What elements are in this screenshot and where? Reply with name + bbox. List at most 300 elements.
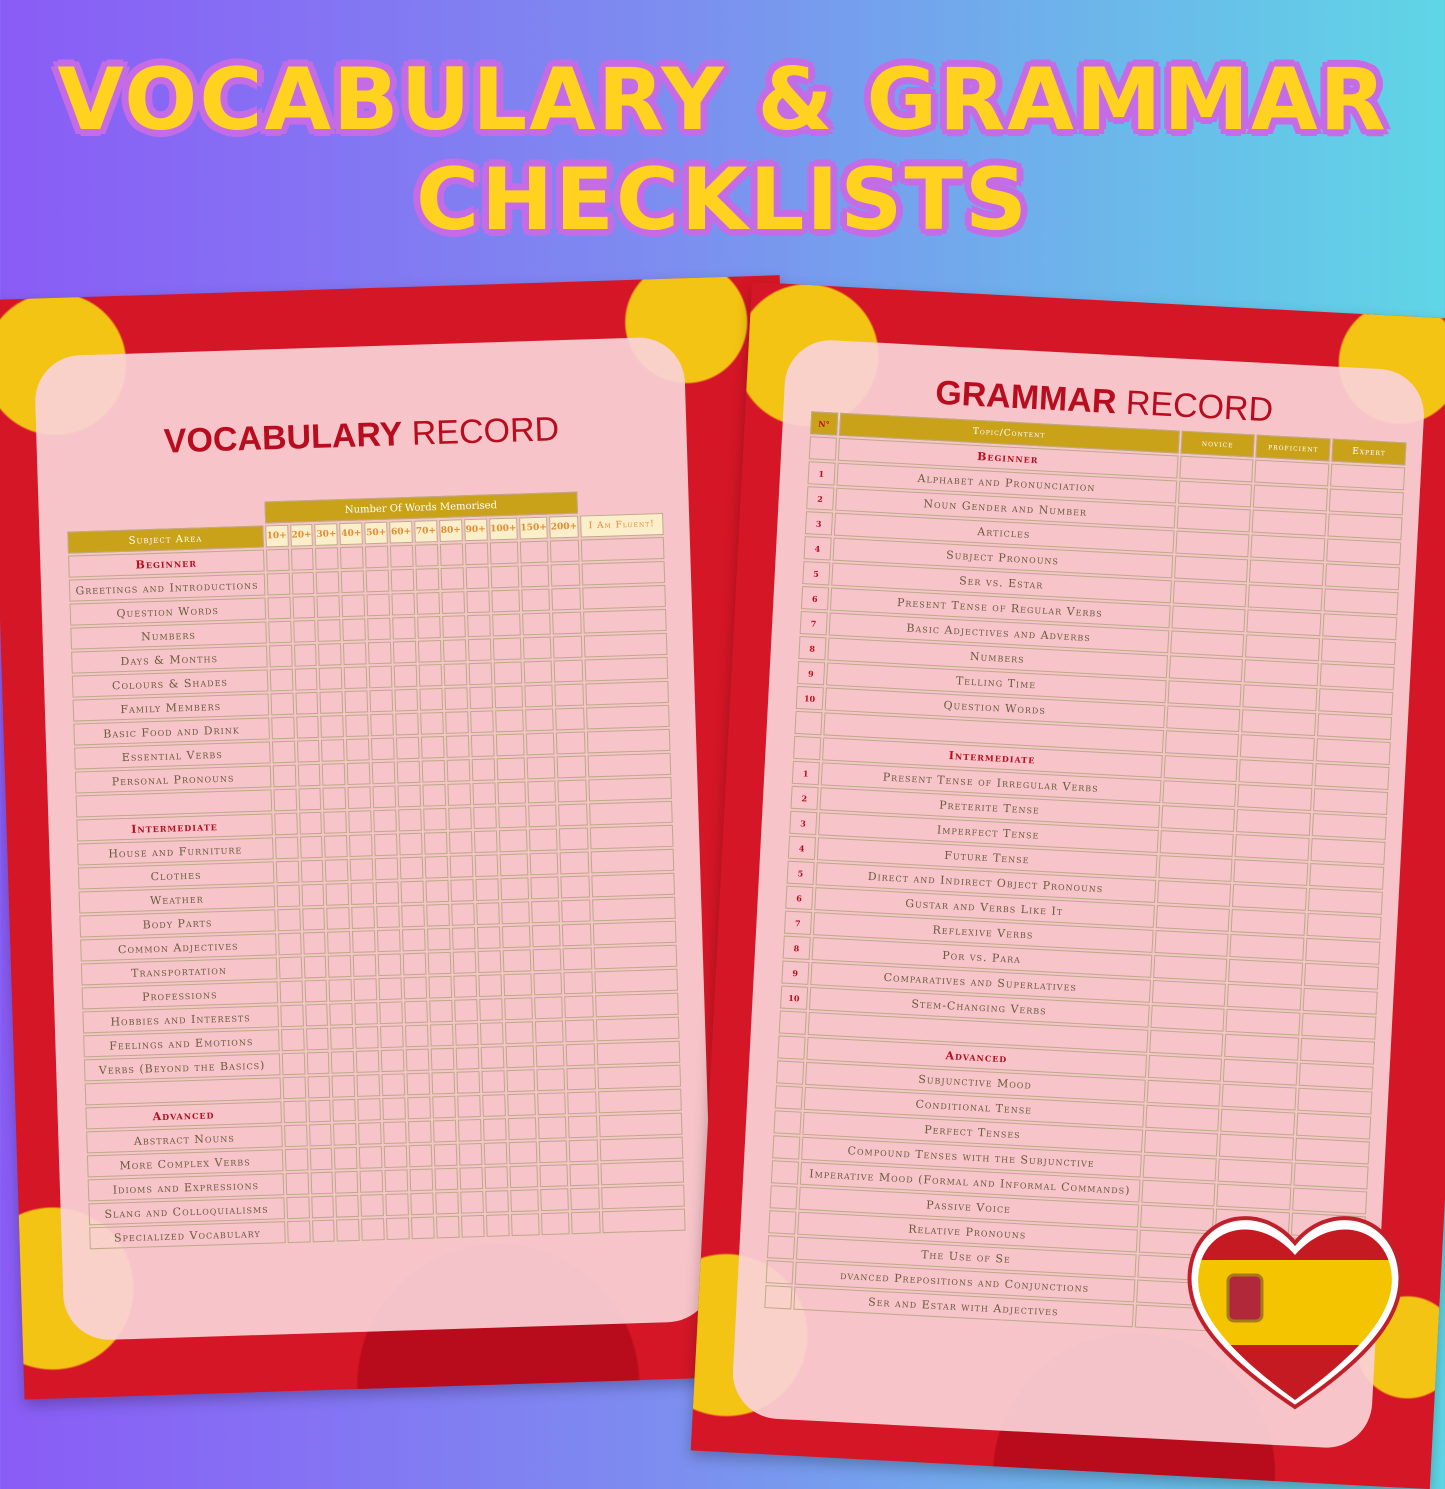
grammar-level-box[interactable] (1329, 489, 1404, 516)
vocab-checkbox[interactable] (444, 663, 468, 686)
vocab-checkbox[interactable] (520, 541, 549, 564)
vocab-checkbox[interactable] (559, 827, 588, 850)
vocab-checkbox[interactable] (571, 1187, 600, 1210)
vocab-checkbox[interactable] (308, 1100, 332, 1123)
vocab-checkbox[interactable] (404, 1001, 428, 1024)
vocab-checkbox[interactable] (376, 881, 400, 904)
vocab-checkbox[interactable] (324, 835, 348, 858)
vocab-checkbox[interactable] (349, 834, 373, 857)
vocab-checkbox[interactable] (496, 733, 525, 756)
vocab-checkbox[interactable] (309, 1124, 333, 1147)
vocab-fluent-box[interactable] (587, 753, 671, 778)
vocab-checkbox[interactable] (345, 690, 369, 713)
grammar-level-box[interactable] (1161, 805, 1236, 832)
vocab-checkbox[interactable] (394, 665, 418, 688)
vocab-checkbox[interactable] (523, 637, 552, 660)
vocab-checkbox[interactable] (433, 1120, 457, 1143)
vocab-checkbox[interactable] (396, 737, 420, 760)
vocab-checkbox[interactable] (476, 902, 500, 925)
grammar-level-box[interactable] (1163, 755, 1238, 782)
grammar-level-box[interactable] (1328, 514, 1403, 541)
vocab-checkbox[interactable] (369, 666, 393, 689)
vocab-checkbox[interactable] (495, 709, 524, 732)
vocab-checkbox[interactable] (401, 881, 425, 904)
vocab-checkbox[interactable] (478, 974, 502, 997)
vocab-checkbox[interactable] (466, 590, 490, 613)
vocab-checkbox[interactable] (272, 741, 296, 764)
vocab-checkbox[interactable] (373, 785, 397, 808)
vocab-checkbox[interactable] (554, 660, 583, 683)
vocab-fluent-box[interactable] (592, 897, 676, 922)
vocab-fluent-box[interactable] (599, 1137, 683, 1162)
grammar-level-box[interactable] (1228, 959, 1303, 986)
vocab-checkbox[interactable] (297, 740, 321, 763)
vocab-checkbox[interactable] (537, 1092, 566, 1115)
vocab-checkbox[interactable] (424, 832, 448, 855)
vocab-checkbox[interactable] (267, 597, 291, 620)
vocab-checkbox[interactable] (530, 876, 559, 899)
grammar-level-box[interactable] (1309, 863, 1384, 890)
vocab-checkbox[interactable] (367, 618, 391, 641)
vocab-checkbox[interactable] (291, 548, 315, 571)
vocab-fluent-box[interactable] (597, 1065, 681, 1090)
grammar-level-box[interactable] (1316, 738, 1391, 765)
vocab-checkbox[interactable] (539, 1140, 568, 1163)
vocab-checkbox[interactable] (390, 545, 414, 568)
vocab-checkbox[interactable] (353, 954, 377, 977)
vocab-checkbox[interactable] (279, 981, 303, 1004)
vocab-fluent-box[interactable] (591, 873, 675, 898)
vocab-checkbox[interactable] (419, 688, 443, 711)
vocab-checkbox[interactable] (348, 786, 372, 809)
vocab-checkbox[interactable] (287, 1220, 311, 1243)
vocab-checkbox[interactable] (270, 693, 294, 716)
vocab-checkbox[interactable] (550, 540, 579, 563)
vocab-checkbox[interactable] (374, 833, 398, 856)
grammar-level-box[interactable] (1305, 938, 1380, 965)
grammar-level-box[interactable] (1244, 659, 1319, 686)
vocab-checkbox[interactable] (298, 788, 322, 811)
grammar-level-box[interactable] (1222, 1084, 1297, 1111)
vocab-checkbox[interactable] (472, 782, 496, 805)
vocab-checkbox[interactable] (334, 1147, 358, 1170)
vocab-checkbox[interactable] (569, 1139, 598, 1162)
vocab-checkbox[interactable] (398, 785, 422, 808)
vocab-checkbox[interactable] (555, 684, 584, 707)
vocab-checkbox[interactable] (480, 1022, 504, 1045)
grammar-level-box[interactable] (1299, 1063, 1374, 1090)
vocab-checkbox[interactable] (508, 1117, 537, 1140)
vocab-checkbox[interactable] (540, 1188, 569, 1211)
grammar-level-box[interactable] (1148, 1055, 1223, 1082)
vocab-checkbox[interactable] (507, 1093, 536, 1116)
vocab-checkbox[interactable] (443, 639, 467, 662)
vocab-checkbox[interactable] (493, 637, 522, 660)
vocab-checkbox[interactable] (496, 757, 525, 780)
vocab-checkbox[interactable] (479, 998, 503, 1021)
vocab-checkbox[interactable] (501, 901, 530, 924)
vocab-checkbox[interactable] (337, 1219, 361, 1242)
vocab-checkbox[interactable] (320, 691, 344, 714)
vocab-checkbox[interactable] (468, 638, 492, 661)
grammar-level-box[interactable] (1158, 855, 1233, 882)
vocab-checkbox[interactable] (499, 829, 528, 852)
vocab-checkbox[interactable] (346, 738, 370, 761)
vocab-fluent-box[interactable] (589, 801, 673, 826)
vocab-checkbox[interactable] (393, 641, 417, 664)
vocab-checkbox[interactable] (273, 789, 297, 812)
vocab-checkbox[interactable] (497, 781, 526, 804)
vocab-checkbox[interactable] (358, 1098, 382, 1121)
vocab-checkbox[interactable] (486, 1214, 510, 1237)
vocab-checkbox[interactable] (483, 1118, 507, 1141)
vocab-checkbox[interactable] (568, 1115, 597, 1138)
grammar-level-box[interactable] (1296, 1113, 1371, 1140)
vocab-checkbox[interactable] (408, 1121, 432, 1144)
vocab-checkbox[interactable] (284, 1124, 308, 1147)
vocab-checkbox[interactable] (521, 565, 550, 588)
grammar-level-box[interactable] (1246, 634, 1321, 661)
vocab-checkbox[interactable] (429, 976, 453, 999)
vocab-checkbox[interactable] (293, 620, 317, 643)
vocab-checkbox[interactable] (423, 808, 447, 831)
vocab-checkbox[interactable] (428, 952, 452, 975)
vocab-checkbox[interactable] (406, 1049, 430, 1072)
vocab-checkbox[interactable] (402, 929, 426, 952)
vocab-checkbox[interactable] (400, 857, 424, 880)
vocab-checkbox[interactable] (377, 929, 401, 952)
vocab-checkbox[interactable] (500, 877, 529, 900)
vocab-checkbox[interactable] (533, 948, 562, 971)
vocab-checkbox[interactable] (446, 735, 470, 758)
vocab-fluent-box[interactable] (599, 1113, 683, 1138)
grammar-level-box[interactable] (1231, 909, 1306, 936)
vocab-checkbox[interactable] (442, 615, 466, 638)
vocab-fluent-box[interactable] (594, 969, 678, 994)
vocab-fluent-box[interactable] (596, 1017, 680, 1042)
vocab-checkbox[interactable] (508, 1141, 537, 1164)
vocab-checkbox[interactable] (528, 804, 557, 827)
vocab-checkbox[interactable] (410, 1169, 434, 1192)
vocab-checkbox[interactable] (370, 714, 394, 737)
vocab-checkbox[interactable] (485, 1190, 509, 1213)
vocab-checkbox[interactable] (326, 883, 350, 906)
vocab-checkbox[interactable] (360, 1170, 384, 1193)
vocab-checkbox[interactable] (392, 593, 416, 616)
grammar-level-box[interactable] (1252, 510, 1327, 537)
vocab-checkbox[interactable] (367, 594, 391, 617)
vocab-checkbox[interactable] (315, 547, 339, 570)
vocab-checkbox[interactable] (266, 573, 290, 596)
vocab-checkbox[interactable] (380, 1025, 404, 1048)
vocab-checkbox[interactable] (300, 860, 324, 883)
vocab-checkbox[interactable] (522, 613, 551, 636)
grammar-level-box[interactable] (1234, 859, 1309, 886)
vocab-checkbox[interactable] (340, 546, 364, 569)
grammar-level-box[interactable] (1218, 1159, 1293, 1186)
vocab-checkbox[interactable] (303, 932, 327, 955)
vocab-checkbox[interactable] (341, 570, 365, 593)
vocab-checkbox[interactable] (418, 640, 442, 663)
vocab-fluent-box[interactable] (602, 1209, 686, 1234)
vocab-checkbox[interactable] (556, 732, 585, 755)
vocab-checkbox[interactable] (506, 1069, 535, 1092)
vocab-checkbox[interactable] (417, 616, 441, 639)
vocab-checkbox[interactable] (410, 1193, 434, 1216)
grammar-level-box[interactable] (1320, 663, 1395, 690)
vocab-checkbox[interactable] (509, 1165, 538, 1188)
grammar-level-box[interactable] (1152, 980, 1227, 1007)
vocab-checkbox[interactable] (571, 1211, 600, 1234)
vocab-checkbox[interactable] (379, 977, 403, 1000)
vocab-checkbox[interactable] (533, 972, 562, 995)
vocab-checkbox[interactable] (391, 569, 415, 592)
grammar-level-box[interactable] (1253, 485, 1328, 512)
vocab-fluent-box[interactable] (590, 849, 674, 874)
grammar-level-box[interactable] (1321, 638, 1396, 665)
grammar-level-box[interactable] (1232, 884, 1307, 911)
vocab-checkbox[interactable] (562, 923, 591, 946)
vocab-checkbox[interactable] (538, 1116, 567, 1139)
grammar-level-box[interactable] (1251, 535, 1326, 562)
grammar-level-box[interactable] (1157, 880, 1232, 907)
vocab-checkbox[interactable] (286, 1196, 310, 1219)
vocab-checkbox[interactable] (553, 636, 582, 659)
vocab-fluent-box[interactable] (601, 1185, 685, 1210)
vocab-checkbox[interactable] (274, 813, 298, 836)
grammar-level-box[interactable] (1167, 680, 1242, 707)
vocab-checkbox[interactable] (527, 756, 556, 779)
grammar-level-box[interactable] (1219, 1134, 1294, 1161)
vocab-checkbox[interactable] (568, 1091, 597, 1114)
vocab-checkbox[interactable] (365, 546, 389, 569)
vocab-checkbox[interactable] (316, 571, 340, 594)
vocab-checkbox[interactable] (419, 664, 443, 687)
vocab-checkbox[interactable] (354, 978, 378, 1001)
grammar-level-box[interactable] (1248, 584, 1323, 611)
vocab-checkbox[interactable] (292, 596, 316, 619)
vocab-checkbox[interactable] (563, 947, 592, 970)
vocab-fluent-box[interactable] (593, 921, 677, 946)
vocab-checkbox[interactable] (405, 1025, 429, 1048)
vocab-checkbox[interactable] (524, 685, 553, 708)
vocab-checkbox[interactable] (493, 661, 522, 684)
vocab-checkbox[interactable] (323, 787, 347, 810)
vocab-checkbox[interactable] (467, 614, 491, 637)
grammar-level-box[interactable] (1149, 1030, 1224, 1057)
vocab-checkbox[interactable] (570, 1163, 599, 1186)
vocab-checkbox[interactable] (376, 905, 400, 928)
vocab-checkbox[interactable] (297, 764, 321, 787)
vocab-checkbox[interactable] (301, 884, 325, 907)
vocab-checkbox[interactable] (330, 1003, 354, 1026)
vocab-checkbox[interactable] (511, 1213, 540, 1236)
vocab-checkbox[interactable] (336, 1195, 360, 1218)
vocab-checkbox[interactable] (420, 712, 444, 735)
vocab-checkbox[interactable] (468, 662, 492, 685)
vocab-checkbox[interactable] (552, 588, 581, 611)
vocab-checkbox[interactable] (453, 975, 477, 998)
vocab-fluent-box[interactable] (586, 705, 670, 730)
vocab-checkbox[interactable] (398, 809, 422, 832)
vocab-checkbox[interactable] (302, 908, 326, 931)
vocab-checkbox[interactable] (449, 831, 473, 854)
vocab-checkbox[interactable] (407, 1097, 431, 1120)
vocab-checkbox[interactable] (399, 833, 423, 856)
vocab-checkbox[interactable] (530, 852, 559, 875)
vocab-checkbox[interactable] (565, 995, 594, 1018)
vocab-checkbox[interactable] (368, 642, 392, 665)
vocab-checkbox[interactable] (283, 1100, 307, 1123)
vocab-checkbox[interactable] (296, 716, 320, 739)
vocab-checkbox[interactable] (503, 973, 532, 996)
grammar-level-box[interactable] (1179, 456, 1254, 483)
vocab-checkbox[interactable] (499, 853, 528, 876)
vocab-checkbox[interactable] (541, 1212, 570, 1235)
vocab-checkbox[interactable] (280, 1005, 304, 1028)
grammar-level-box[interactable] (1146, 1080, 1221, 1107)
vocab-checkbox[interactable] (359, 1146, 383, 1169)
vocab-checkbox[interactable] (334, 1123, 358, 1146)
vocab-checkbox[interactable] (455, 1023, 479, 1046)
vocab-checkbox[interactable] (347, 762, 371, 785)
grammar-level-box[interactable] (1150, 1005, 1225, 1032)
vocab-checkbox[interactable] (552, 612, 581, 635)
vocab-checkbox[interactable] (431, 1048, 455, 1071)
grammar-level-box[interactable] (1303, 988, 1378, 1015)
grammar-level-box[interactable] (1227, 984, 1302, 1011)
vocab-checkbox[interactable] (366, 570, 390, 593)
vocab-checkbox[interactable] (430, 1024, 454, 1047)
grammar-level-box[interactable] (1154, 930, 1229, 957)
vocab-checkbox[interactable] (327, 931, 351, 954)
vocab-checkbox[interactable] (416, 592, 440, 615)
grammar-level-box[interactable] (1319, 688, 1394, 715)
vocab-checkbox[interactable] (447, 783, 471, 806)
vocab-fluent-box[interactable] (587, 729, 671, 754)
vocab-checkbox[interactable] (534, 996, 563, 1019)
grammar-level-box[interactable] (1169, 655, 1244, 682)
vocab-checkbox[interactable] (352, 930, 376, 953)
vocab-checkbox[interactable] (383, 1097, 407, 1120)
vocab-checkbox[interactable] (373, 809, 397, 832)
vocab-checkbox[interactable] (494, 685, 523, 708)
vocab-checkbox[interactable] (311, 1196, 335, 1219)
vocab-checkbox[interactable] (560, 851, 589, 874)
vocab-checkbox[interactable] (318, 643, 342, 666)
vocab-checkbox[interactable] (266, 549, 290, 572)
vocab-checkbox[interactable] (448, 807, 472, 830)
grammar-level-box[interactable] (1247, 609, 1322, 636)
vocab-checkbox[interactable] (321, 739, 345, 762)
grammar-level-box[interactable] (1325, 563, 1400, 590)
vocab-fluent-box[interactable] (593, 945, 677, 970)
grammar-level-box[interactable] (1326, 538, 1401, 565)
vocab-checkbox[interactable] (294, 644, 318, 667)
vocab-fluent-box[interactable] (598, 1089, 682, 1114)
vocab-checkbox[interactable] (564, 971, 593, 994)
grammar-level-box[interactable] (1174, 556, 1249, 583)
grammar-level-box[interactable] (1315, 763, 1390, 790)
vocab-checkbox[interactable] (328, 955, 352, 978)
vocab-checkbox[interactable] (306, 1028, 330, 1051)
grammar-level-box[interactable] (1235, 834, 1310, 861)
vocab-fluent-box[interactable] (595, 993, 679, 1018)
vocab-checkbox[interactable] (407, 1073, 431, 1096)
vocab-checkbox[interactable] (331, 1051, 355, 1074)
vocab-checkbox[interactable] (401, 905, 425, 928)
vocab-checkbox[interactable] (371, 738, 395, 761)
vocab-checkbox[interactable] (310, 1172, 334, 1195)
grammar-level-box[interactable] (1172, 580, 1247, 607)
vocab-checkbox[interactable] (524, 661, 553, 684)
vocab-checkbox[interactable] (282, 1076, 306, 1099)
vocab-checkbox[interactable] (471, 734, 495, 757)
vocab-checkbox[interactable] (383, 1121, 407, 1144)
vocab-checkbox[interactable] (372, 762, 396, 785)
vocab-checkbox[interactable] (459, 1143, 483, 1166)
grammar-level-box[interactable] (1255, 460, 1330, 487)
vocab-checkbox[interactable] (465, 566, 489, 589)
vocab-checkbox[interactable] (344, 666, 368, 689)
vocab-checkbox[interactable] (457, 1095, 481, 1118)
vocab-checkbox[interactable] (321, 715, 345, 738)
vocab-checkbox[interactable] (422, 760, 446, 783)
vocab-checkbox[interactable] (294, 668, 318, 691)
vocab-checkbox[interactable] (458, 1119, 482, 1142)
vocab-checkbox[interactable] (481, 1070, 505, 1093)
vocab-checkbox[interactable] (484, 1166, 508, 1189)
vocab-checkbox[interactable] (282, 1052, 306, 1075)
vocab-checkbox[interactable] (434, 1144, 458, 1167)
grammar-level-box[interactable] (1295, 1138, 1370, 1165)
vocab-checkbox[interactable] (361, 1194, 385, 1217)
vocab-checkbox[interactable] (525, 709, 554, 732)
vocab-checkbox[interactable] (295, 692, 319, 715)
grammar-level-box[interactable] (1311, 838, 1386, 865)
vocab-checkbox[interactable] (565, 1019, 594, 1042)
vocab-checkbox[interactable] (422, 784, 446, 807)
vocab-checkbox[interactable] (324, 811, 348, 834)
vocab-checkbox[interactable] (461, 1215, 485, 1238)
vocab-checkbox[interactable] (456, 1047, 480, 1070)
grammar-level-box[interactable] (1330, 464, 1405, 491)
vocab-checkbox[interactable] (505, 1021, 534, 1044)
vocab-checkbox[interactable] (562, 899, 591, 922)
vocab-checkbox[interactable] (502, 949, 531, 972)
vocab-checkbox[interactable] (427, 928, 451, 951)
vocab-checkbox[interactable] (504, 997, 533, 1020)
vocab-checkbox[interactable] (409, 1145, 433, 1168)
vocab-checkbox[interactable] (278, 957, 302, 980)
vocab-checkbox[interactable] (460, 1191, 484, 1214)
vocab-checkbox[interactable] (425, 880, 449, 903)
vocab-checkbox[interactable] (498, 805, 527, 828)
vocab-checkbox[interactable] (444, 687, 468, 710)
grammar-level-box[interactable] (1322, 613, 1397, 640)
vocab-checkbox[interactable] (361, 1218, 385, 1241)
vocab-checkbox[interactable] (481, 1046, 505, 1069)
vocab-checkbox[interactable] (271, 717, 295, 740)
grammar-level-box[interactable] (1249, 559, 1324, 586)
vocab-checkbox[interactable] (351, 882, 375, 905)
vocab-checkbox[interactable] (445, 711, 469, 734)
grammar-level-box[interactable] (1155, 905, 1230, 932)
vocab-checkbox[interactable] (502, 925, 531, 948)
vocab-fluent-box[interactable] (588, 777, 672, 802)
grammar-level-box[interactable] (1221, 1109, 1296, 1136)
vocab-checkbox[interactable] (411, 1217, 435, 1240)
